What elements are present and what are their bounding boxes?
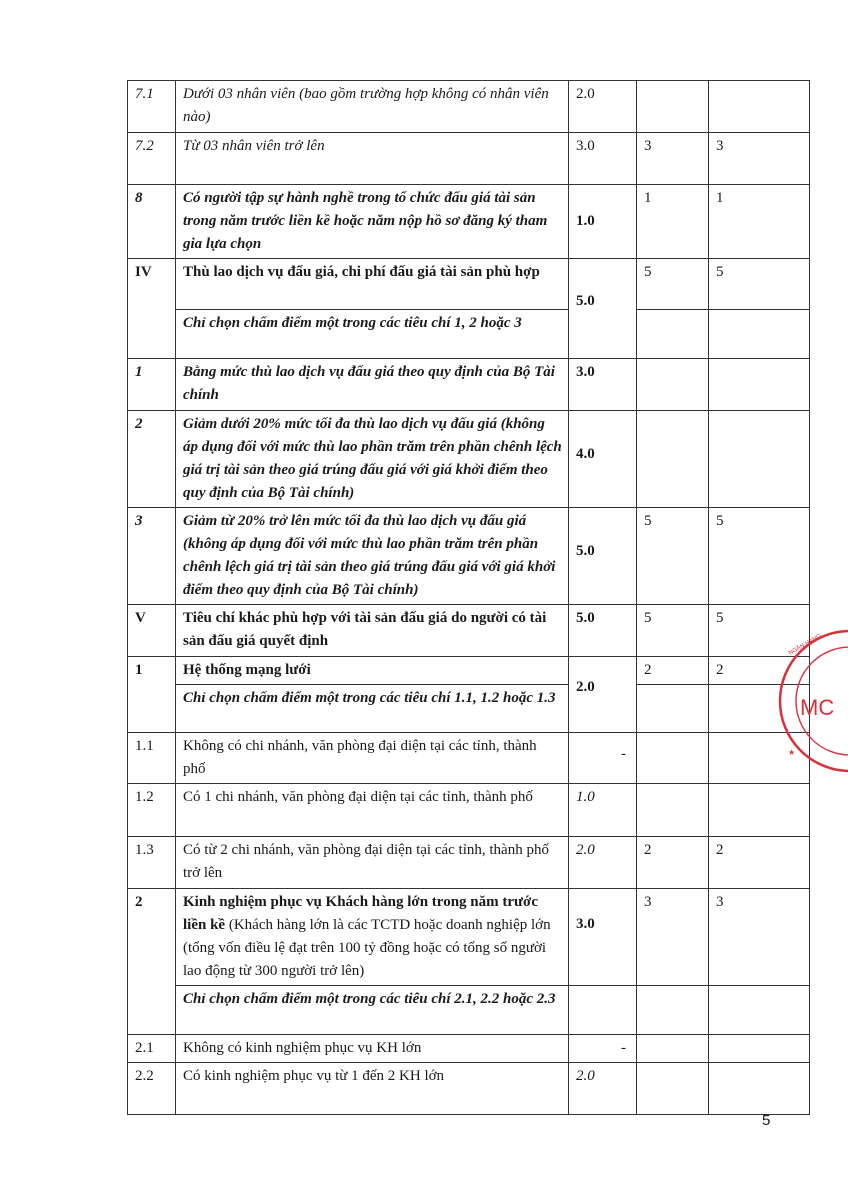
table-row	[128, 508, 810, 605]
row-score-2	[709, 784, 810, 837]
row-score-2: 3	[709, 133, 810, 185]
seal-graphic	[770, 625, 848, 775]
row-score-2	[709, 411, 810, 508]
row-index: 2.2	[128, 1063, 176, 1115]
row-score-2	[709, 359, 810, 411]
bank-seal-stamp	[770, 625, 848, 775]
row-score-2: 2	[709, 657, 810, 685]
table-row	[128, 657, 810, 685]
row-score-1: 3	[637, 133, 709, 185]
row-index: 2.1	[128, 1035, 176, 1063]
table-row	[128, 185, 810, 259]
row-text-bold: Kinh nghiệm phục vụ Khách hàng lớn trong năm trước liền kề	[183, 894, 538, 933]
row-points: 3.0	[569, 359, 637, 411]
row-points: 5.0	[569, 259, 637, 359]
row-points: 5.0	[569, 605, 637, 657]
row-text: Tiêu chí khác phù hợp với tài sản đấu giá do người có tài sản đấu giá quyết định	[176, 605, 569, 657]
row-score-1	[637, 359, 709, 411]
row-points: 4.0	[569, 411, 637, 508]
table-row-note	[128, 685, 810, 733]
row-text: Có người tập sự hành nghề trong tổ chức đấu giá tài sản trong năm trước liền kề hoặc năm nộp hồ sơ đăng ký tham gia lựa chọn	[176, 185, 569, 259]
table-row-note	[128, 310, 810, 359]
row-points: 2.0	[569, 657, 637, 733]
row-index: 1	[128, 657, 176, 733]
row-text: Không có chi nhánh, văn phòng đại diện tại các tỉnh, thành phố	[176, 733, 569, 784]
row-index: 1.2	[128, 784, 176, 837]
row-score-2	[709, 81, 810, 133]
row-points: -	[569, 1035, 637, 1063]
row-text: Có kinh nghiệm phục vụ từ 1 đến 2 KH lớn	[176, 1063, 569, 1115]
row-points: 3.0	[569, 889, 637, 986]
svg-text:★: ★	[788, 748, 796, 757]
row-index: 1	[128, 359, 176, 411]
row-score-1-empty	[637, 685, 709, 733]
row-text: Bằng mức thù lao dịch vụ đấu giá theo quy định của Bộ Tài chính	[176, 359, 569, 411]
row-note: Chỉ chọn chấm điểm một trong các tiêu chí 1, 2 hoặc 3	[176, 310, 569, 359]
row-text: Giảm từ 20% trở lên mức tối đa thù lao dịch vụ đấu giá (không áp dụng đối với mức thù lao phần trăm trên phần chênh lệch giá trị tài sản theo giá trúng đấu giá với giá khởi điểm theo quy định của Bộ Tài chính)	[176, 508, 569, 605]
row-text: Không có kinh nghiệm phục vụ KH lớn	[176, 1035, 569, 1063]
row-score-1	[637, 411, 709, 508]
row-score-1: 5	[637, 508, 709, 605]
table-row	[128, 605, 810, 657]
table-row	[128, 359, 810, 411]
row-index: 1.3	[128, 837, 176, 889]
row-points: 5.0	[569, 508, 637, 605]
row-index: V	[128, 605, 176, 657]
row-text: Có 1 chi nhánh, văn phòng đại diện tại các tỉnh, thành phố	[176, 784, 569, 837]
row-points: 1.0	[569, 784, 637, 837]
page-number: 5	[762, 1112, 771, 1129]
criteria-table	[127, 80, 810, 1115]
row-note: Chỉ chọn chấm điểm một trong các tiêu chí 1.1, 1.2 hoặc 1.3	[176, 685, 569, 733]
table-row	[128, 259, 810, 310]
row-text: Thù lao dịch vụ đấu giá, chi phí đấu giá tài sản phù hợp	[176, 259, 569, 310]
row-score-1: 5	[637, 605, 709, 657]
table-row	[128, 733, 810, 784]
table-row	[128, 784, 810, 837]
table-row	[128, 837, 810, 889]
row-text: Dưới 03 nhân viên (bao gồm trường hợp không có nhân viên nào)	[176, 81, 569, 133]
table-row	[128, 411, 810, 508]
table-row	[128, 81, 810, 133]
row-points: 1.0	[569, 185, 637, 259]
row-score-1: 5	[637, 259, 709, 310]
row-text: Giảm dưới 20% mức tối đa thù lao dịch vụ đấu giá (không áp dụng đối với mức thù lao phần trăm trên phần chênh lệch giá trị tài sản theo giá trúng đấu giá với giá khởi điểm theo quy định của Bộ Tài chính)	[176, 411, 569, 508]
row-points: 2.0	[569, 837, 637, 889]
row-score-2: 5	[709, 259, 810, 310]
row-text-cell	[176, 889, 569, 986]
row-score-1	[637, 784, 709, 837]
row-text: Hệ thống mạng lưới	[176, 657, 569, 685]
row-score-2: 1	[709, 185, 810, 259]
row-points: 3.0	[569, 133, 637, 185]
table-row	[128, 889, 810, 986]
row-score-1: 1	[637, 185, 709, 259]
svg-text:MC: MC	[800, 695, 835, 720]
row-score-2	[709, 1035, 810, 1063]
row-index: 1.1	[128, 733, 176, 784]
row-index: 3	[128, 508, 176, 605]
svg-text:NGÂN HÀNG: NGÂN HÀNG	[788, 633, 823, 657]
row-score-1	[637, 1035, 709, 1063]
row-index: 7.2	[128, 133, 176, 185]
row-note: Chỉ chọn chấm điểm một trong các tiêu chí 2.1, 2.2 hoặc 2.3	[176, 986, 569, 1035]
row-index: 2	[128, 889, 176, 1035]
row-score-1-empty	[637, 986, 709, 1035]
row-score-2: 5	[709, 605, 810, 657]
row-score-2	[709, 1063, 810, 1115]
row-score-1-empty	[637, 310, 709, 359]
row-score-1	[637, 81, 709, 133]
row-text: (Khách hàng lớn là các TCTD hoặc doanh nghiệp lớn (tổng vốn điều lệ đạt trên 100 tỷ đồng hoặc có tổng số người lao động từ 300 người trở lên)	[183, 917, 551, 979]
row-score-1: 2	[637, 837, 709, 889]
row-index: 8	[128, 185, 176, 259]
row-score-2-empty	[709, 986, 810, 1035]
row-points: 2.0	[569, 1063, 637, 1115]
row-points-empty	[569, 986, 637, 1035]
row-text: Có từ 2 chi nhánh, văn phòng đại diện tại các tỉnh, thành phố trở lên	[176, 837, 569, 889]
row-index: 7.1	[128, 81, 176, 133]
row-points: -	[569, 733, 637, 784]
table-row	[128, 1035, 810, 1063]
row-score-2: 2	[709, 837, 810, 889]
row-score-2: 5	[709, 508, 810, 605]
row-score-1	[637, 733, 709, 784]
row-score-1: 3	[637, 889, 709, 986]
row-score-1	[637, 1063, 709, 1115]
row-score-2-empty	[709, 310, 810, 359]
row-text: Từ 03 nhân viên trở lên	[176, 133, 569, 185]
row-score-1: 2	[637, 657, 709, 685]
table-row-note	[128, 986, 810, 1035]
row-score-2: 3	[709, 889, 810, 986]
row-index: 2	[128, 411, 176, 508]
row-index: IV	[128, 259, 176, 359]
table-row	[128, 133, 810, 185]
table-row	[128, 1063, 810, 1115]
row-points: 2.0	[569, 81, 637, 133]
